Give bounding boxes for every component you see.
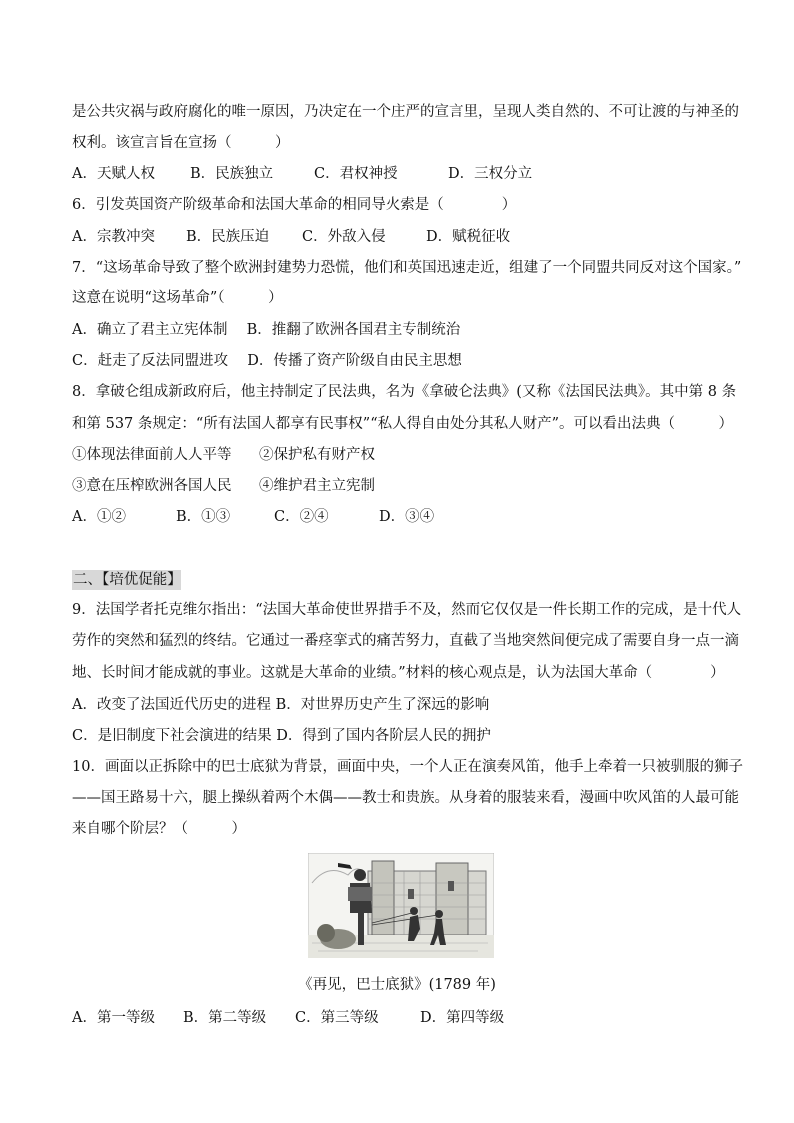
q10-stem-line-2: ——国王路易十六，腿上操纵着两个木偶——教士和贵族。从身着的服装来看，漫画中吹风笛的人最可能 — [72, 790, 739, 806]
q8-item-4: ④维护君主立宪制 — [259, 478, 375, 494]
q6-option-c: C．外敌入侵 — [302, 229, 386, 245]
q4-option-c: C．君权神授 — [314, 166, 398, 182]
q10-stem-line-3: 来自哪个阶层？（ ） — [72, 821, 246, 837]
q8-item-1: ①体现法律面前人人平等 — [72, 447, 232, 463]
q10-option-d: D．第四等级 — [420, 1010, 505, 1026]
q7-stem-line-1: 7．“这场革命导致了整个欧洲封建势力恐慌，他们和英国迅速走近，组建了一个同盟共同反对这个国家。” — [72, 260, 742, 276]
q10-option-b: B．第二等级 — [183, 1010, 267, 1026]
q6-option-d: D．赋税征收 — [426, 229, 511, 245]
q4-option-a: A．天赋人权 — [72, 166, 155, 182]
q8-option-d: D．③④ — [379, 509, 435, 525]
q9-stem-line-2: 劳作的突然和猛烈的终结。它通过一番痉挛式的痛苦努力，直截了当地突然间便完成了需要自身一点一滴 — [72, 633, 739, 649]
q4-option-d: D．三权分立 — [448, 166, 533, 182]
q4-option-b: B．民族独立 — [190, 166, 274, 182]
q10-option-c: C．第三等级 — [295, 1010, 379, 1026]
q8-stem-line-1: 8．拿破仑组成新政府后，他主持制定了民法典，名为《拿破仑法典》(又称《法国民法典》。其中第 8 条 — [72, 384, 737, 400]
q8-item-2: ②保护私有财产权 — [259, 447, 375, 463]
q7-stem-line-2: 这意在说明“这场革命”（ ） — [72, 290, 283, 306]
q4-stem-line-2: 权利。该宣言旨在宣扬（ ） — [72, 135, 290, 151]
q8-option-b: B．①③ — [176, 509, 231, 525]
q9-stem-line-1: 9．法国学者托克维尔指出：“法国大革命使世界措手不及，然而它仅仅是一件长期工作的完成，是十代人 — [72, 602, 742, 618]
q7-options-ab: A．确立了君主立宪体制 B．推翻了欧洲各国君主专制统治 — [72, 322, 461, 338]
figure-caption: 《再见，巴士底狱》(1789 年) — [298, 977, 496, 993]
q6-option-b: B．民族压迫 — [186, 229, 270, 245]
q4-stem-line-1: 是公共灾祸与政府腐化的唯一原因，乃决定在一个庄严的宣言里，呈现人类自然的、不可让渡的与神圣的 — [72, 104, 739, 120]
q10-stem-line-1: 10．画面以正拆除中的巴士底狱为背景，画面中央，一个人正在演奏风笛，他手上牵着一只被驯服的狮子 — [72, 759, 743, 775]
q8-option-c: C．②④ — [274, 509, 329, 525]
q9-options-ab: A．改变了法国近代历史的进程 B．对世界历史产生了深远的影响 — [72, 697, 490, 713]
bastille-cartoon-image — [308, 853, 494, 958]
q6-stem: 6．引发英国资产阶级革命和法国大革命的相同导火索是（ ） — [72, 197, 517, 213]
q8-option-a: A．①② — [72, 509, 126, 525]
q9-options-cd: C．是旧制度下社会演进的结果 D．得到了国内各阶层人民的拥护 — [72, 728, 491, 744]
q9-stem-line-3: 地、长时间才能成就的事业。这就是大革命的业绩。”材料的核心观点是，认为法国大革命（ ） — [72, 665, 725, 681]
q8-stem-line-2: 和第 537 条规定：“所有法国人都享有民事权”“私人得自由处分其私人财产”。可以看出法典（ ） — [72, 416, 734, 432]
q7-options-cd: C．赶走了反法同盟进攻 D．传播了资产阶级自由民主思想 — [72, 353, 462, 369]
q10-option-a: A．第一等级 — [72, 1010, 155, 1026]
section-heading: 二、【培优促能】 — [73, 572, 182, 588]
q8-item-3: ③意在压榨欧洲各国人民 — [72, 478, 232, 494]
q6-option-a: A．宗教冲突 — [72, 229, 155, 245]
